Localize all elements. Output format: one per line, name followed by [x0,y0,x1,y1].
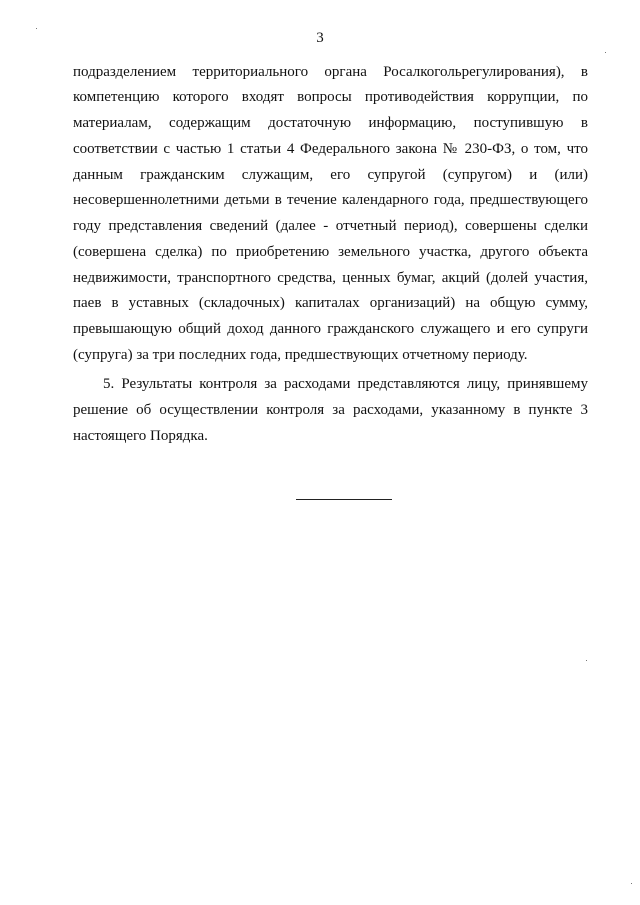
paragraph-line: компетенцию которого входят вопросы противодействия коррупции, по [73,89,588,105]
paragraph-line: (совершена сделка) по приобретению земельного участка, другого объекта [73,244,588,260]
page-number: 3 [316,30,324,46]
paragraph-line: паев в уставных (складочных) капиталах организаций) на общую сумму, [73,295,588,311]
paragraph-last-line: настоящего Порядка. [73,428,208,444]
scan-speck [36,28,37,29]
paragraph-line: материалам, содержащим достаточную информацию, поступившую в [73,115,588,131]
paragraph-last-line: (супруга) за три последних года, предшествующих отчетному периоду. [73,347,528,363]
end-separator-line [296,499,392,500]
paragraph-line: недвижимости, транспортного средства, ценных бумаг, акций (долей участия, [73,270,588,286]
scan-speck [631,883,632,884]
paragraph-line: соответствии с частью 1 статьи 4 Федерального закона № 230-ФЗ, о том, что [73,141,588,157]
paragraph-line: подразделением территориального органа Росалкогольрегулирования), в [73,64,588,80]
paragraph-line: решение об осуществлении контроля за расходами, указанному в пункте 3 [73,402,588,418]
scan-speck [586,660,587,661]
paragraph-line: данным гражданским служащим, его супругой (супругом) и (или) [73,167,588,183]
paragraph-line: превышающую общий доход данного гражданского служащего и его супруги [73,321,588,337]
paragraph-line: 5. Результаты контроля за расходами представляются лицу, принявшему [103,376,588,392]
paragraph-line: году представления сведений (далее - отчетный период), совершены сделки [73,218,588,234]
scan-speck [605,52,606,53]
paragraph-line: несовершеннолетними детьми в течение календарного года, предшествующего [73,192,588,208]
